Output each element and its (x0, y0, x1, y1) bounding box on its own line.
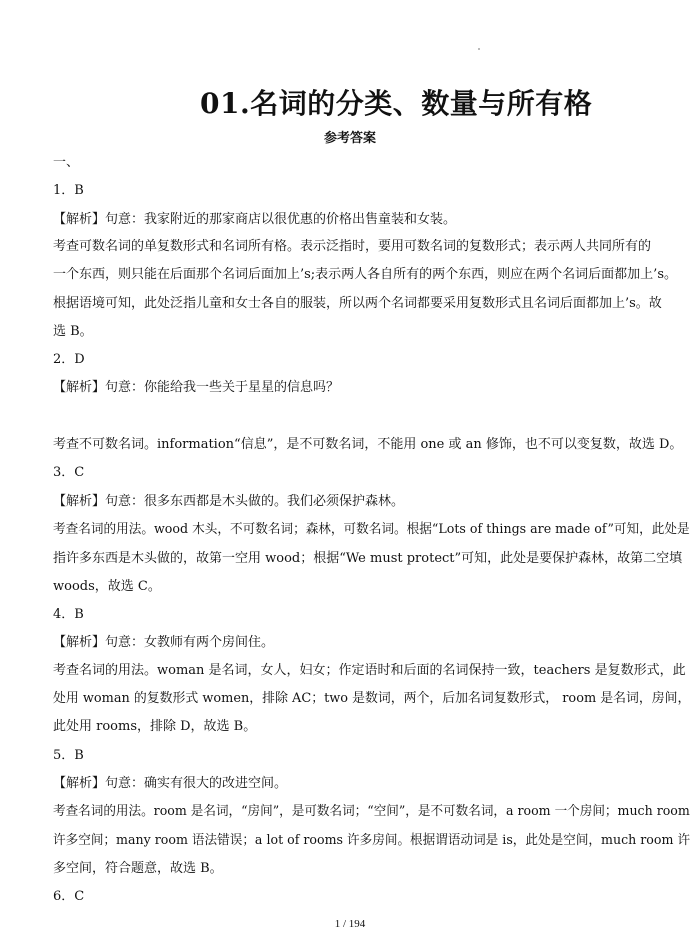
explanation-line: 考查名词的用法。woman 是名词，女人，妇女；作定语时和后面的名词保持一致，teachers 是复数形式，此 (53, 663, 686, 678)
answer-line: 2．D (53, 352, 85, 367)
explanation-line: 根据语境可知，此处泛指儿童和女士各自的服装，所以两个名词都要采用复数形式且名词后面都加上’s。故 (53, 296, 662, 311)
analysis-line: 【解析】句意：很多东西都是木头做的。我们必须保护森林。 (53, 494, 405, 509)
explanation-line: 处用 woman 的复数形式 women，排除 AC；two 是数词，两个，后加名词复数形式， room 是名词，房间， (53, 691, 691, 706)
answer-line: 6．C (53, 889, 85, 904)
answer-line: 3．C (53, 465, 85, 480)
answer-line: 4．B (53, 607, 84, 622)
page-title: 01.名词的分类、数量与所有格 (200, 87, 593, 120)
explanation-line: 考查不可数名词。information“信息”，是不可数名词，不能用 one 或 an 修饰，也不可以变复数，故选 D。 (53, 437, 683, 452)
explanation-line: 考查名词的用法。wood 木头，不可数名词；森林，可数名词。根据“Lots of things are made of”可知，此处是 (53, 522, 690, 537)
section-heading: 一、 (53, 155, 80, 170)
analysis-line: 【解析】句意：确实有很大的改进空间。 (53, 776, 288, 791)
answer-line: 1．B (53, 183, 84, 198)
analysis-line: 【解析】句意：我家附近的那家商店以很优惠的价格出售童装和女装。 (53, 212, 457, 227)
explanation-line: 一个东西，则只能在后面那个名词后面加上’s;表示两人各自所有的两个东西，则应在两个名词后面都加上’s。 (53, 267, 677, 282)
explanation-line: 指许多东西是木头做的，故第一空用 wood；根据“We must protect”可知，此处是要保护森林，故第二空填 (53, 551, 683, 566)
analysis-line: 【解析】句意：你能给我一些关于星星的信息吗？ (53, 380, 340, 395)
page-number: 1 / 194 (334, 918, 366, 930)
explanation-line: 考查可数名词的单复数形式和名词所有格。表示泛指时，要用可数名词的复数形式；表示两人共同所有的 (53, 239, 652, 254)
explanation-line: woods，故选 C。 (53, 579, 161, 594)
explanation-line: 此处用 rooms，排除 D，故选 B。 (53, 719, 257, 734)
explanation-line: 选 B。 (53, 324, 93, 339)
explanation-line: 多空间，符合题意，故选 B。 (53, 861, 223, 876)
explanation-line: 许多空间；many room 语法错误；a lot of rooms 许多房间。根据谓语动词是 is，此处是空间，much room 许 (53, 833, 691, 848)
decorative-dot (478, 48, 480, 50)
answer-line: 5．B (53, 748, 84, 763)
explanation-line: 考查名词的用法。room 是名词，“房间”，是可数名词；“空间”，是不可数名词，a room 一个房间；much room (53, 804, 690, 819)
analysis-line: 【解析】句意：女教师有两个房间住。 (53, 635, 275, 650)
page-subtitle: 参考答案 (323, 131, 376, 146)
